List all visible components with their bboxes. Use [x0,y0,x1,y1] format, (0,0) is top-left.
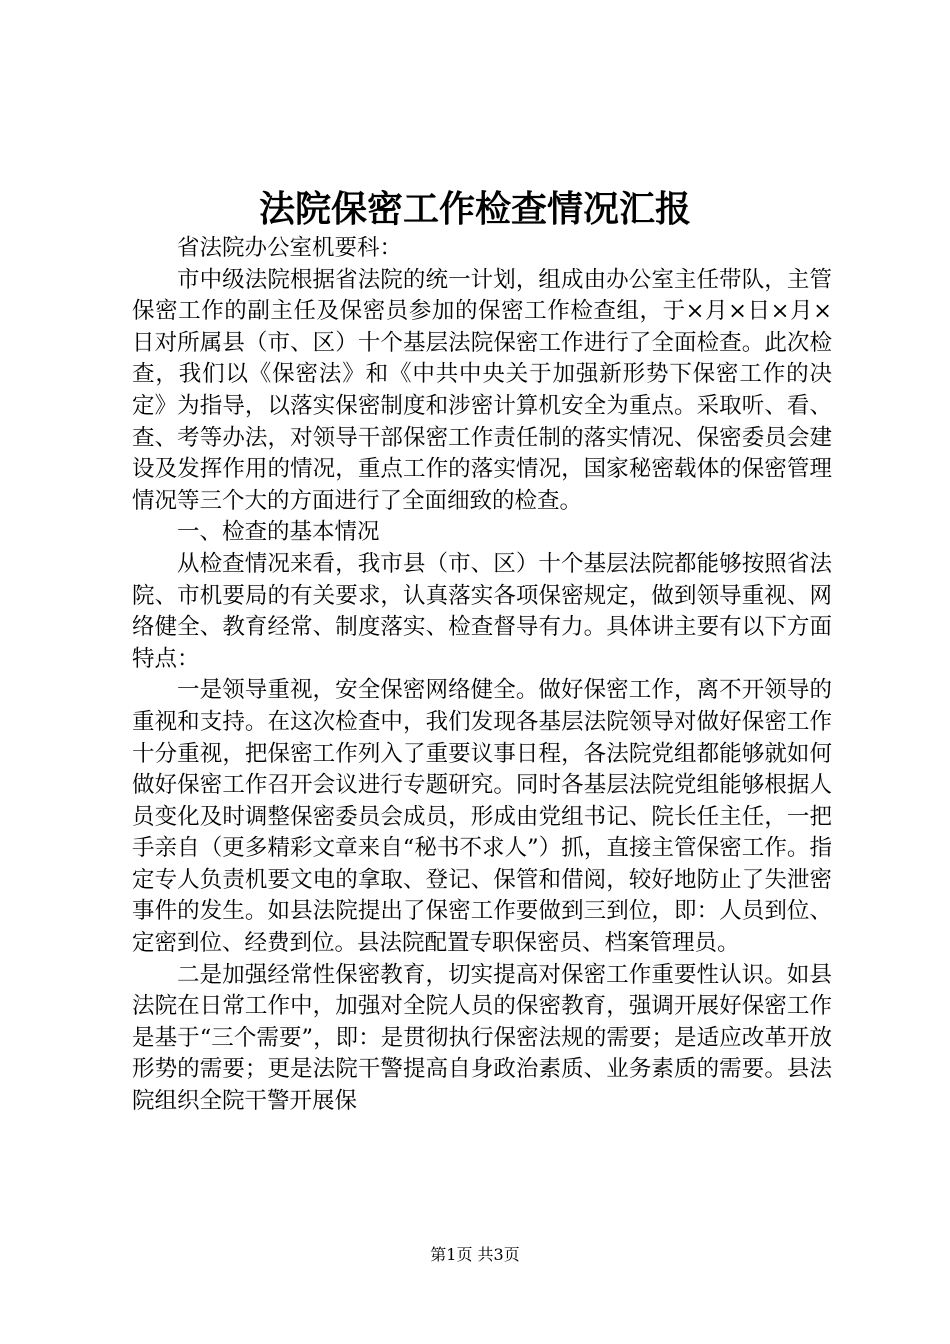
salutation-paragraph: 省法院办公室机要科： [177,235,403,261]
point-two-paragraph: 二是加强经常性保密教育，切实提高对保密工作重要性认识。如县法院在日常工作中，加强对全院人员的保密教育，强调开展好保密工作是基于“三个需要”，即：是贯彻执行保密法规的需要；是适应改革开放形势的需要；更是法院干警提高自身政治素质、业务素质的需要。县法院组织全院干警开展保 [132,961,832,1115]
point-one-paragraph: 一是领导重视，安全保密网络健全。做好保密工作，离不开领导的重视和支持。在这次检查中，我们发现各基层法院领导对做好保密工作十分重视，把保密工作列入了重要议事日程，各法院党组都能够就如何做好保密工作召开会议进行专题研究。同时各基层法院党组能够根据人员变化及时调整保密委员会成员，形成由党组书记、院长任主任，一把手亲自（更多精彩文章来自“秘书不求人”）抓，直接主管保密工作。指定专人负责机要文电的拿取、登记、保管和借阅，较好地防止了失泄密事件的发生。如县法院提出了保密工作要做到三到位，即：人员到位、定密到位、经费到位。县法院配置专职保密员、档案管理员。 [132,677,832,957]
section-heading: 一、检查的基本情况 [177,519,380,546]
page-number-footer: 第1页 共3页 [430,1245,520,1264]
document-body [132,233,832,1118]
intro-paragraph: 市中级法院根据省法院的统一计划，组成由办公室主任带队，主管保密工作的副主任及保密员参加的保密工作检查组，于×月×日×月×日对所属县（市、区）十个基层法院保密工作进行了全面检查。此次检查，我们以《保密法》和《中共中央关于加强新形势下保密工作的决定》为指导，以落实保密制度和涉密计算机安全为重点。采取听、看、查、考等办法，对领导干部保密工作责任制的落实情况、保密委员会建设及发挥作用的情况，重点工作的落实情况，国家秘密载体的保密管理情况等三个大的方面进行了全面细致的检查。 [132,266,832,514]
overview-paragraph: 从检查情况来看，我市县（市、区）十个基层法院都能够按照省法院、市机要局的有关要求，认真落实各项保密规定，做到领导重视、网络健全、教育经常、制度落实、检查督导有力。具体讲主要有以下方面特点： [132,550,832,672]
document-title: 法院保密工作检查情况汇报 [258,188,691,230]
